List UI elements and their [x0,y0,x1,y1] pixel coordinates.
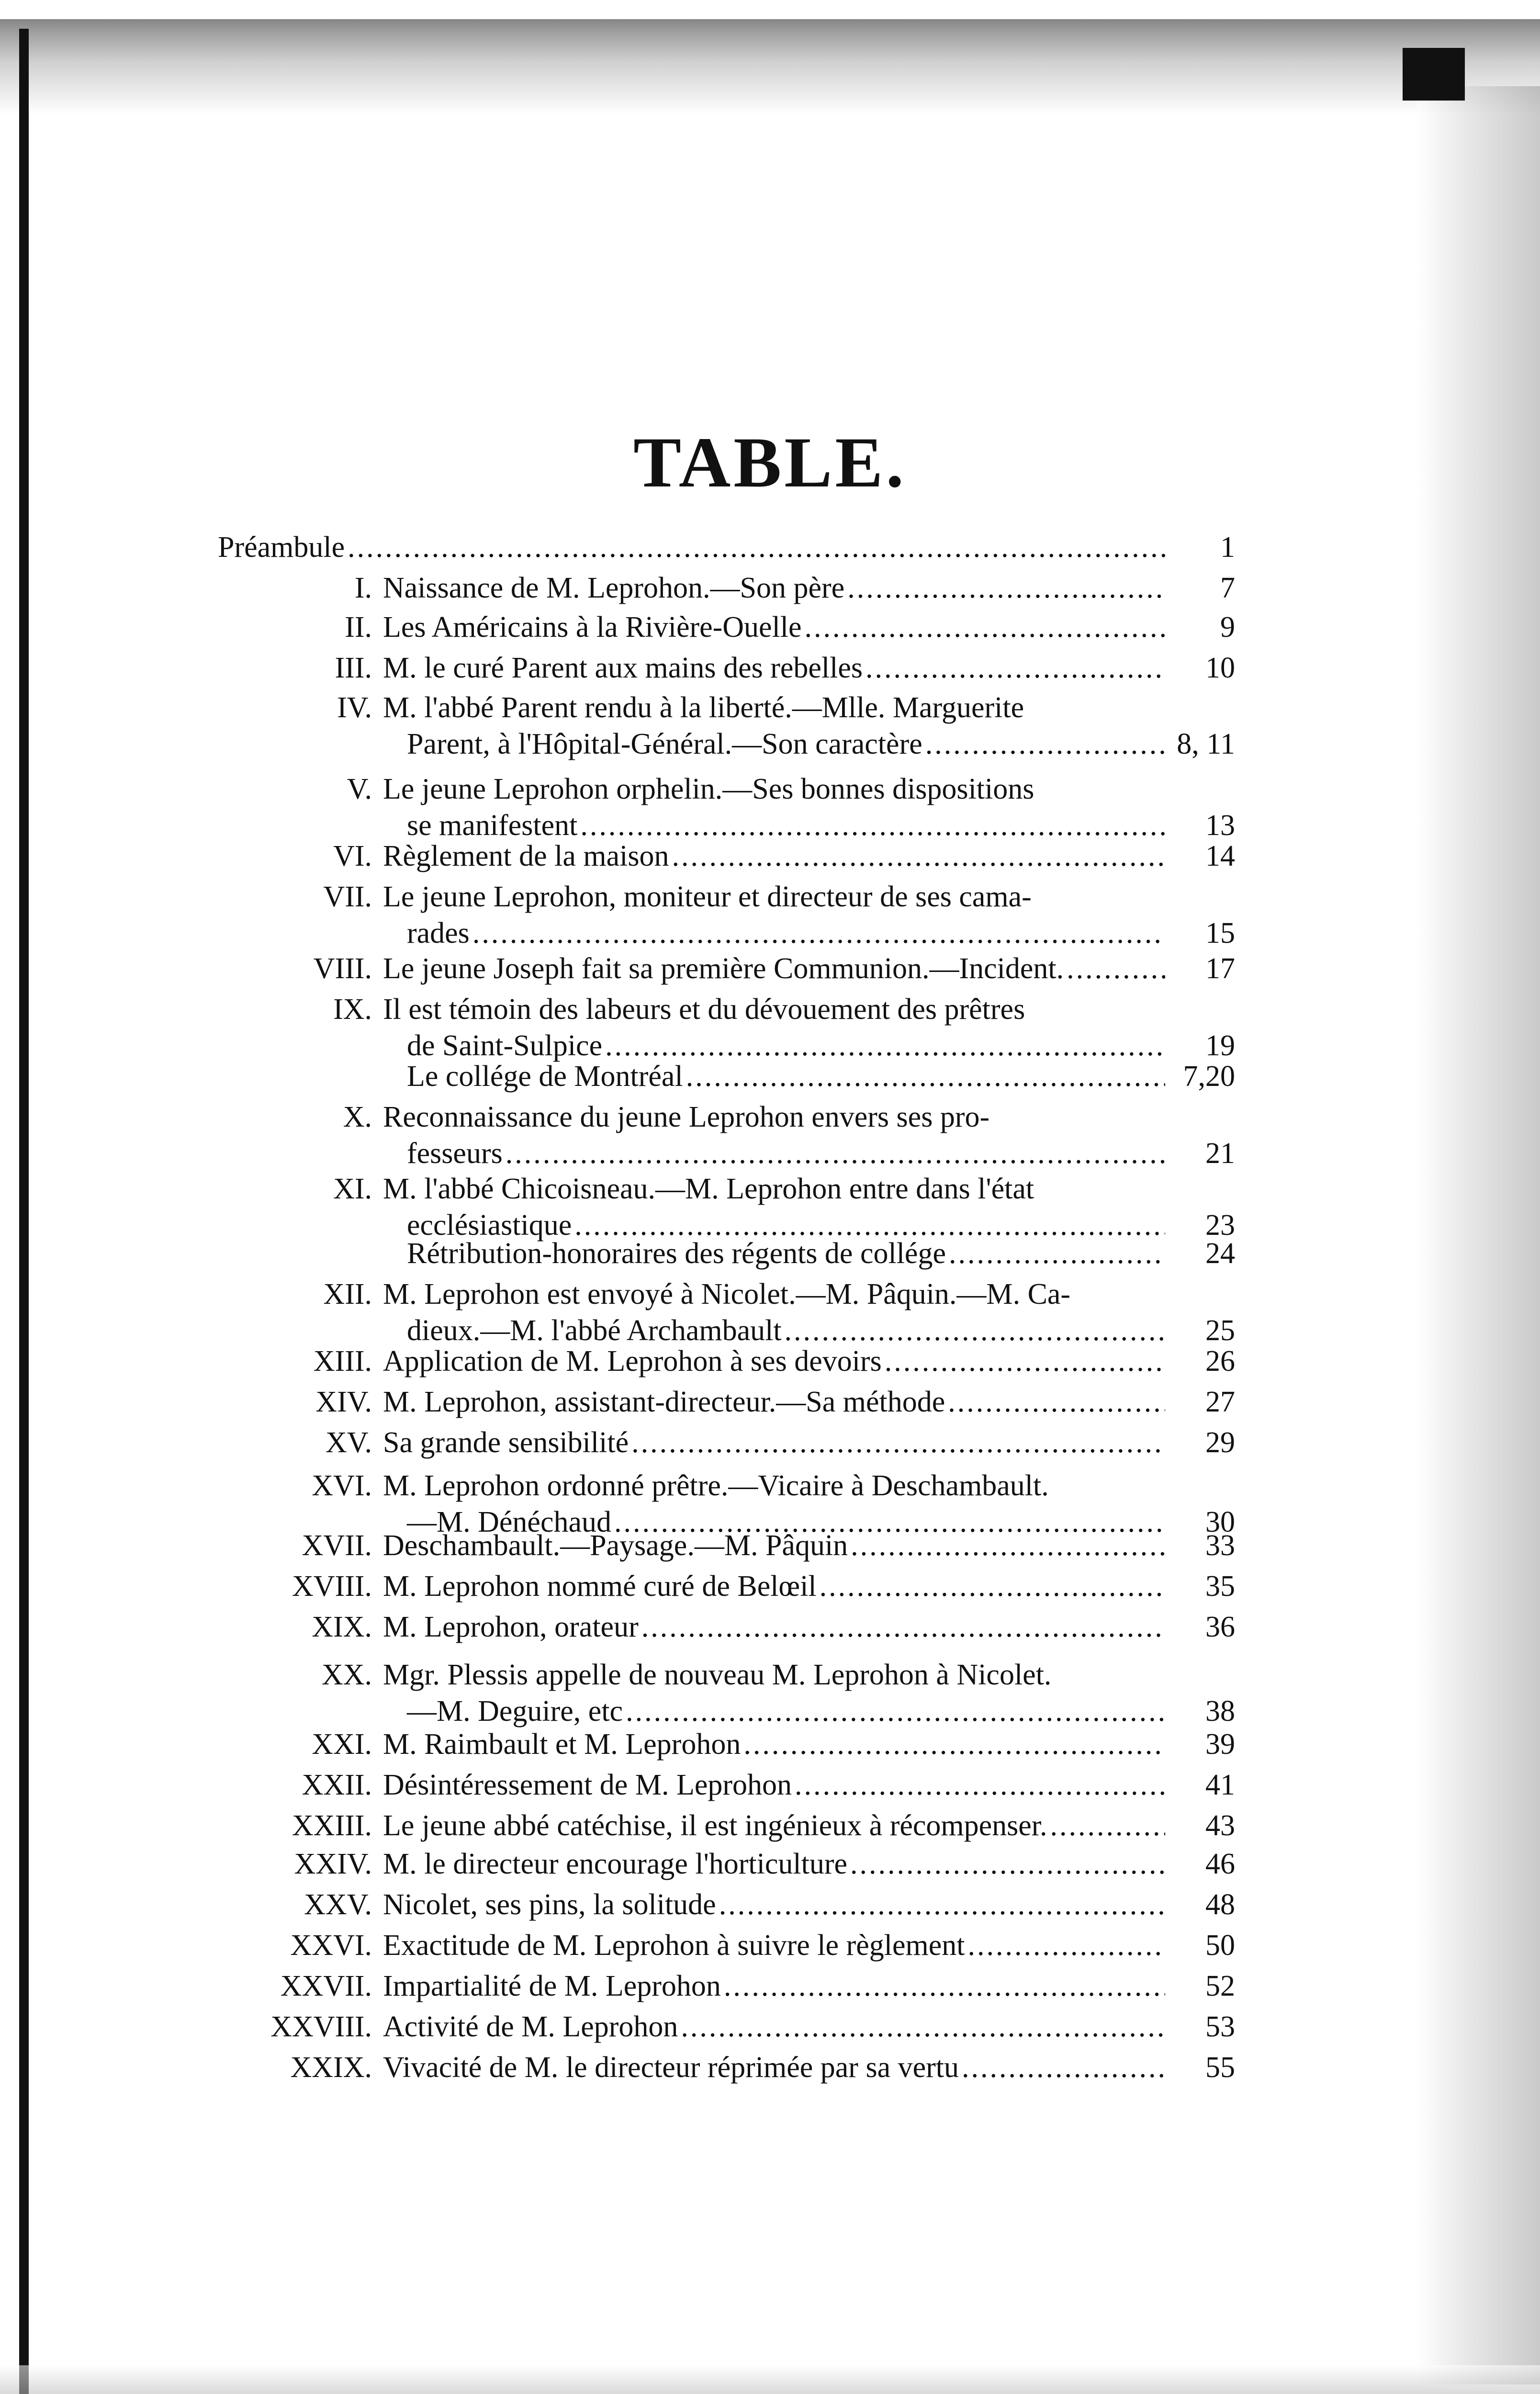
toc-entry-line: Rétribution-honoraires des régents de collége [407,1237,946,1270]
toc-entry-text [383,1609,1168,1645]
toc-entry-page: 10 [1205,652,1235,684]
toc-entry-line: Parent, à l'Hôpital-Général.—Son caractère [407,728,922,760]
toc-entry-page: 9 [1220,611,1235,644]
toc-entry-page: 25 [1205,1314,1235,1347]
toc-entry-page: 7 [1220,572,1235,604]
toc-entry-text [383,950,1168,987]
toc-entry-line: Deschambault.—Paysage.—M. Pâquin [383,1529,848,1562]
toc-entry-text [383,771,1168,844]
toc-entry-line: M. le curé Parent aux mains des rebelles [383,652,863,684]
toc-entry-number: XXIII. [292,1809,372,1842]
toc-entry-page: 21 [1205,1137,1235,1170]
toc-entry-number: XXV. [304,1888,372,1921]
toc-entry-line: M. le directeur encourage l'horticulture [383,1848,848,1880]
toc-entry-page: 26 [1205,1345,1235,1378]
toc-entry-page: 30 [1205,1506,1235,1538]
toc-entry-number: XV. [325,1426,372,1459]
toc-entry-line: M. Leprohon, orateur [383,1611,639,1643]
toc-entry-line: Il est témoin des labeurs et du dévouement des prêtres [383,993,1025,1026]
toc-entry-number: XVIII. [292,1570,372,1603]
toc-entry-text [383,1657,1168,1729]
toc-entry-page: 35 [1205,1570,1235,1603]
toc-entry-text [383,879,1168,951]
toc-entry-text [383,1886,1168,1923]
toc-entry-line: Le jeune Leprohon, moniteur et directeur de ses cama- [383,881,1032,913]
toc-entry-text [383,1846,1168,1882]
toc-entry-line: Naissance de M. Leprohon.—Son père [383,572,845,604]
toc-entry-text [383,650,1168,686]
toc-entry-line: —M. Deguire, etc [407,1695,623,1728]
toc-entry-line: —M. Dénéchaud [407,1506,611,1538]
toc-entry-line: M. Leprohon nommé curé de Belœil [383,1570,817,1603]
toc-entry-page: 38 [1205,1695,1235,1728]
toc-entry-line: M. Leprohon est envoyé à Nicolet.—M. Pâquin.—M. Ca- [383,1278,1071,1310]
toc-entry-text [383,1424,1168,1461]
page-title: TABLE. [633,423,907,502]
toc-entry-line: M. l'abbé Chicoisneau.—M. Leprohon entre dans l'état [383,1173,1034,1205]
toc-entry-text [383,1807,1168,1844]
toc-entry-page: 19 [1205,1029,1235,1062]
toc-entry-number: IV. [337,691,372,724]
toc-entry-number: VII. [323,881,372,913]
toc-entry-page: 24 [1205,1237,1235,1270]
toc-entry-page: 41 [1205,1769,1235,1801]
toc-entry-line: Vivacité de M. le directeur réprimée par sa vertu [383,2051,959,2084]
toc-entry-line: Mgr. Plessis appelle de nouveau M. Leprohon à Nicolet. [383,1659,1052,1691]
toc-entry-line: Désintéressement de M. Leprohon [383,1769,792,1801]
toc-entry-line: Nicolet, ses pins, la solitude [383,1888,716,1921]
toc-entry-line: Exactitude de M. Leprohon à suivre le règlement [383,1929,965,1962]
toc-entry-text [407,1235,1168,1272]
toc-entry-text [383,609,1168,645]
toc-entry-text [383,1343,1168,1379]
toc-entry-line: dieux.—M. l'abbé Archambault [407,1314,782,1347]
toc-entry-page: 48 [1205,1888,1235,1921]
toc-entry-line: Le jeune abbé catéchise, il est ingénieux à récompenser. [383,1809,1047,1842]
toc-entry-number: IX. [333,993,372,1026]
toc-entry-text [383,1767,1168,1803]
toc-entry-line: Le jeune Leprohon orphelin.—Ses bonnes dispositions [383,773,1034,805]
toc-entry-text [407,1058,1168,1095]
toc-entry-page: 33 [1205,1529,1235,1562]
toc-entry-number: XVI. [312,1469,372,1502]
toc-entry-page: 14 [1205,840,1235,872]
toc-entry-line: Sa grande sensibilité [383,1426,629,1459]
toc-entry-number: II. [345,611,372,644]
toc-entry-line: se manifestent [407,809,578,842]
toc-entry-line: Le jeune Joseph fait sa première Communion.—Incident. [383,952,1064,985]
toc-entry-number: XX. [321,1659,372,1691]
toc-entry-text [383,1927,1168,1964]
toc-entry-number: XXVII. [280,1970,372,2002]
toc-entry-number: XIX. [312,1611,372,1643]
toc-entry-line: M. Raimbault et M. Leprohon [383,1728,741,1761]
toc-entry-number: I. [354,572,372,604]
toc-entry-line: Les Américains à la Rivière-Ouelle [383,611,802,644]
toc-entry-number: VIII. [313,952,372,985]
toc-entry-text [383,1384,1168,1420]
toc-entry-number: V. [347,773,372,805]
toc-entry-text [383,2009,1168,2045]
toc-entry-text [383,1968,1168,2004]
toc-entry-text [383,1726,1168,1762]
toc-entry-page: 7,20 [1183,1060,1235,1093]
toc-entry-number: XI. [333,1173,372,1205]
toc-entry-number: XVII. [302,1529,372,1562]
toc-entry-page: 50 [1205,1929,1235,1962]
toc-entry-text [383,991,1168,1064]
toc-entry-text [383,1568,1168,1604]
toc-entry-page: 36 [1205,1611,1235,1643]
toc-entry-number: XIII. [313,1345,372,1378]
toc-entry-number: X. [343,1101,372,1133]
toc-entry-number: III. [335,652,372,684]
toc-entry-number: XXII. [302,1769,372,1801]
toc-entry-number: XXVI. [290,1929,372,1962]
toc-entry-line: fesseurs [407,1137,503,1170]
toc-entry-page: 27 [1205,1386,1235,1418]
toc-entry-page: 53 [1205,2010,1235,2043]
toc-entry-page: 23 [1205,1209,1235,1242]
toc-entry-number: VI. [333,840,372,872]
toc-entry-line: M. l'abbé Parent rendu à la liberté.—Mlle. Marguerite [383,691,1024,724]
toc-entry-text [383,570,1168,606]
toc-entry-page: 39 [1205,1728,1235,1761]
toc-entry-text [383,2049,1168,2086]
toc-entry-text [383,1099,1168,1172]
toc-entry-line: M. Leprohon ordonné prêtre.—Vicaire à Deschambault. [383,1469,1049,1502]
toc-entry-number: XXI. [312,1728,372,1761]
toc-entry-line: Activité de M. Leprohon [383,2010,678,2043]
toc-entry-text [383,1527,1168,1564]
toc-entry-number: XXVIII. [270,2010,372,2043]
toc-entry-number: XIV. [315,1386,372,1418]
toc-entry-page: 29 [1205,1426,1235,1459]
toc-entry-line: ecclésiastique [407,1209,572,1242]
toc-entry-label: Préambule [218,531,345,564]
toc-entry-page: 8, 11 [1177,728,1235,760]
toc-entry-line: Reconnaissance du jeune Leprohon envers ses pro- [383,1101,990,1133]
toc-entry-text [383,1276,1168,1349]
toc-entry-page: 46 [1205,1848,1235,1880]
toc-entry-text [383,1171,1168,1243]
toc-entry-page: 13 [1205,809,1235,842]
toc-entry-text [383,689,1168,762]
toc-entry-line: Règlement de la maison [383,840,669,872]
toc-entry-page: 43 [1205,1809,1235,1842]
toc-entry-page: 52 [1205,1970,1235,2002]
toc-entry-line: Impartialité de M. Leprohon [383,1970,721,2002]
toc-entry-page: 17 [1205,952,1235,985]
toc-entry-line: de Saint-Sulpice [407,1029,603,1062]
toc-entry-line: Application de M. Leprohon à ses devoirs [383,1345,882,1378]
toc-entry-line: rades [407,917,470,949]
toc-entry-line: Le collége de Montréal [407,1060,683,1093]
toc-entry-line: M. Leprohon, assistant-directeur.—Sa méthode [383,1386,945,1418]
toc-entry-page: 15 [1205,917,1235,949]
toc-entry-page: 1 [1220,531,1235,564]
toc-entry-number: XII. [323,1278,372,1310]
toc-entry-number: XXIV. [294,1848,372,1880]
toc-entry-number: XXIX. [290,2051,372,2084]
toc-entry-text [383,838,1168,874]
toc-entry-text [218,529,1168,565]
toc-entry-page: 55 [1205,2051,1235,2084]
